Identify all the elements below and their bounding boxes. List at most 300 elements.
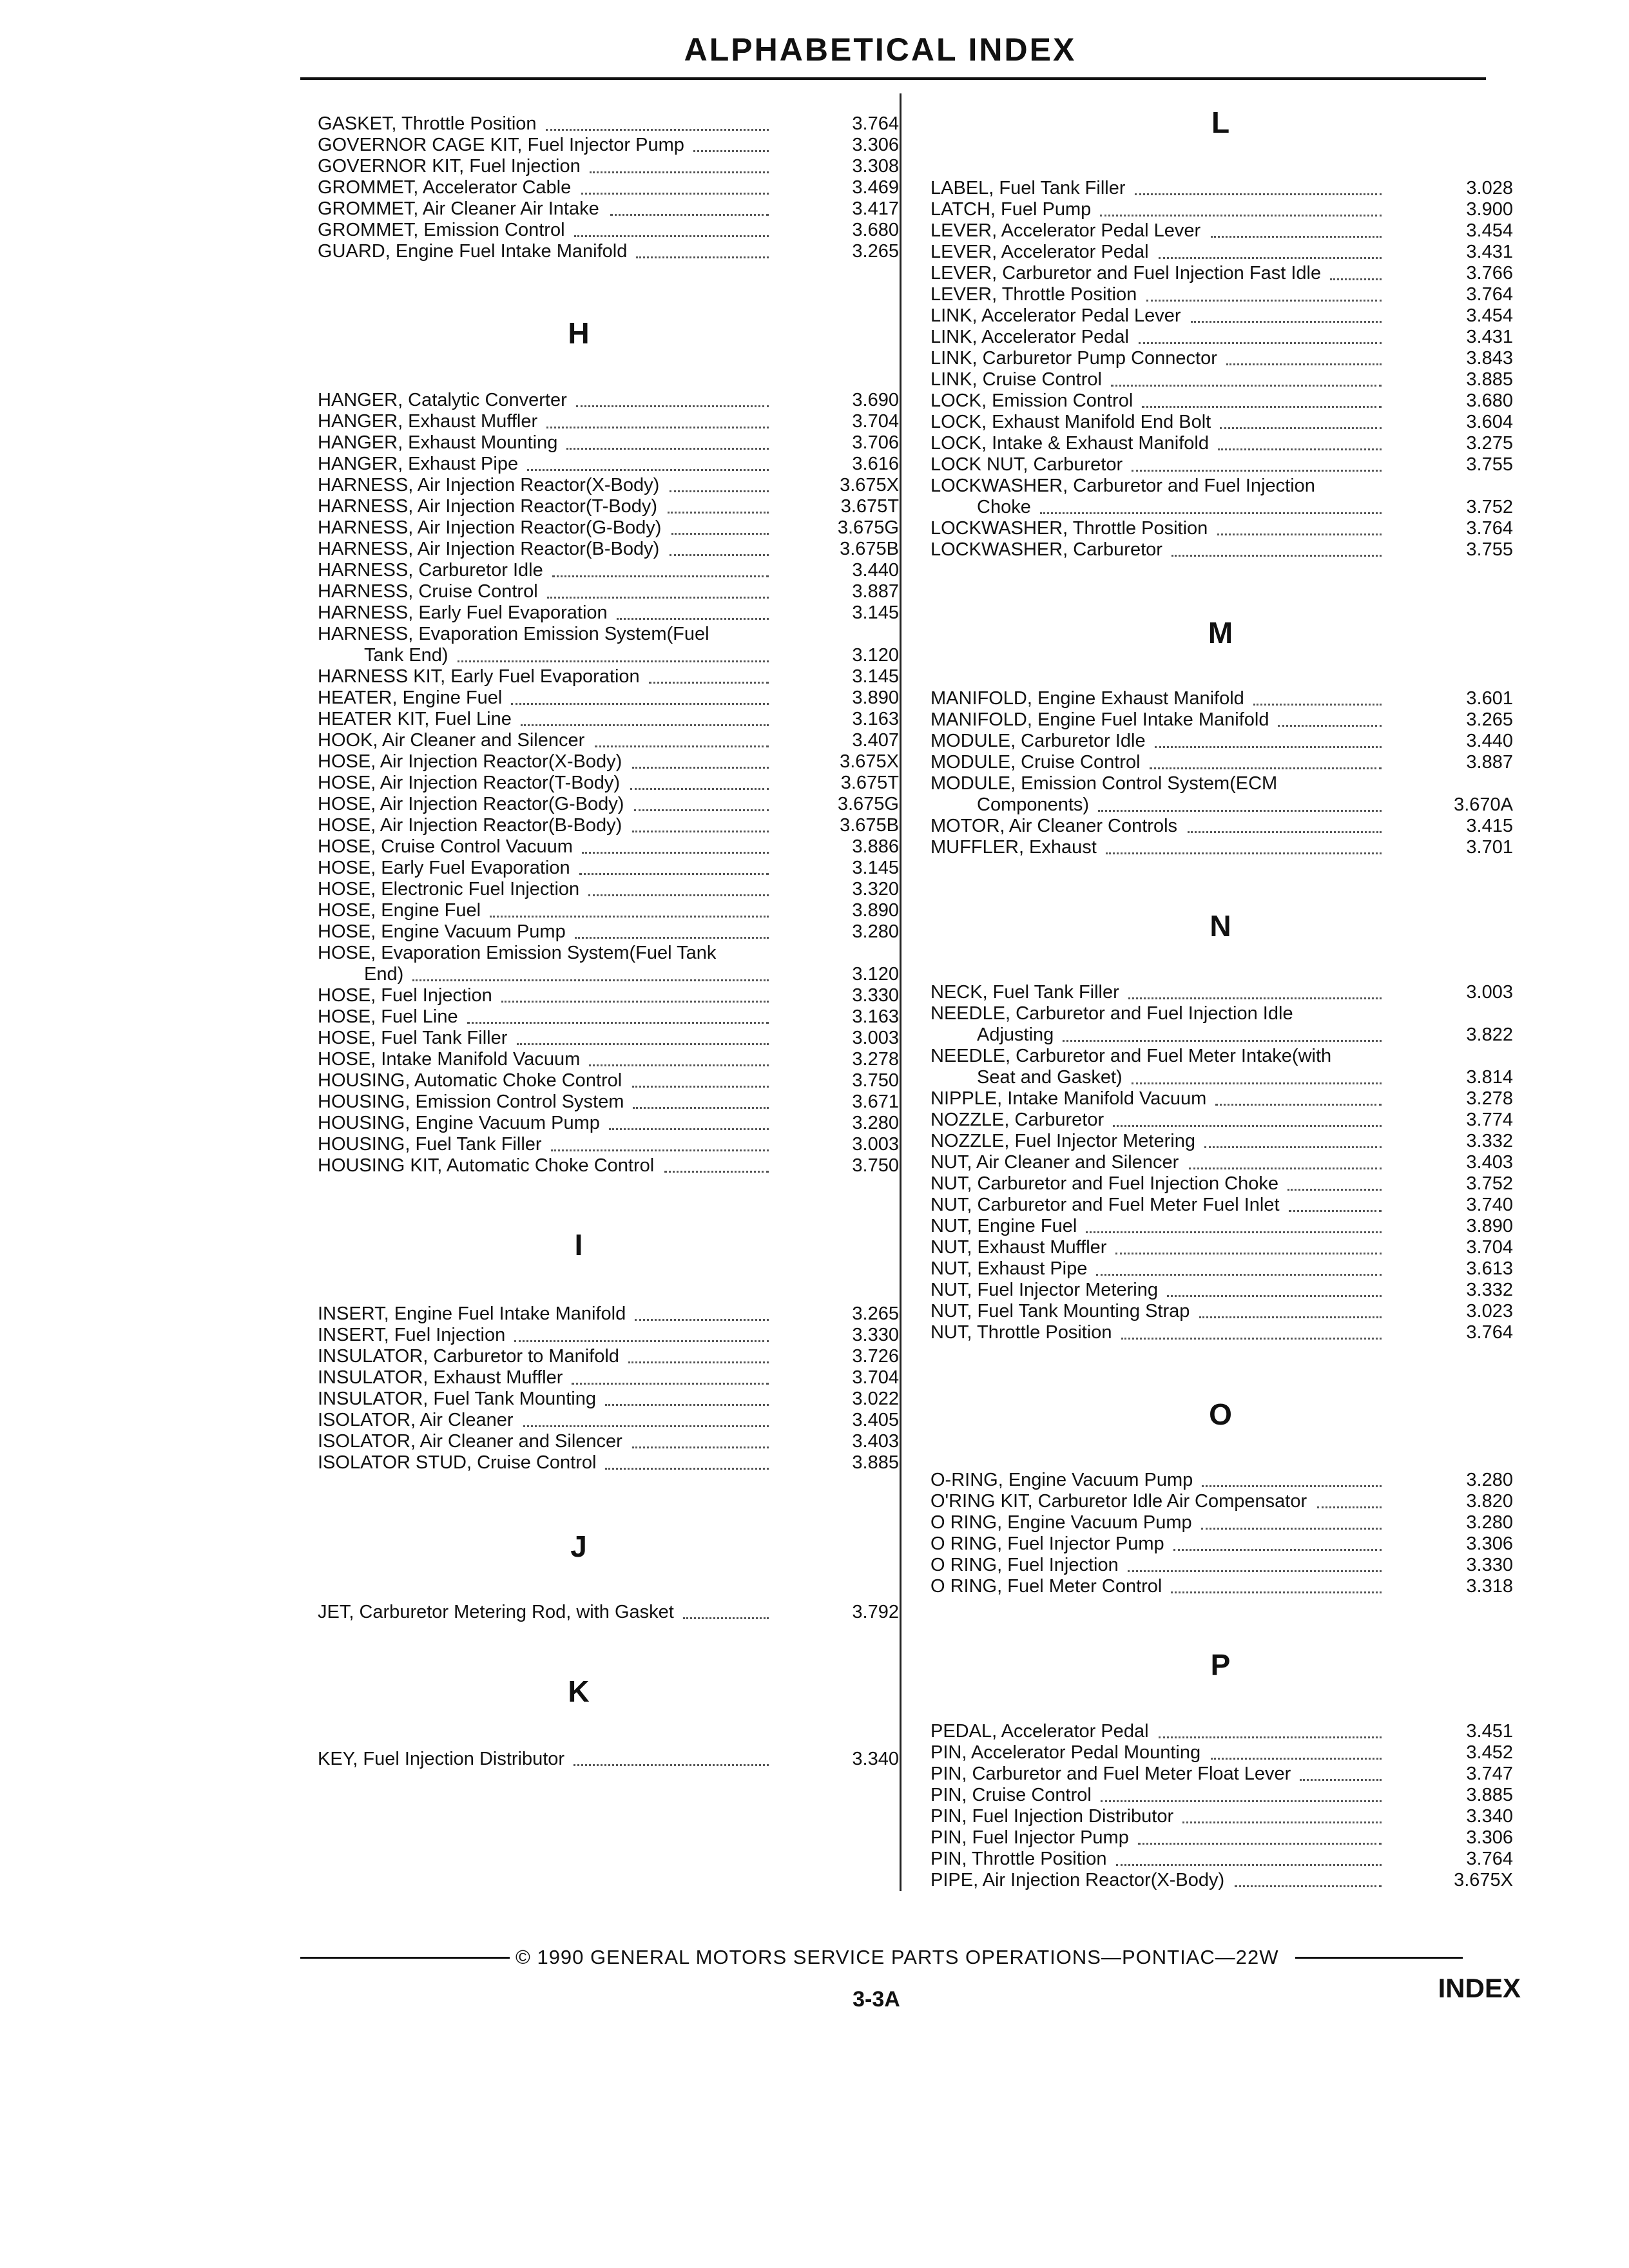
entry-name: LOCK, Exhaust Manifold End Bolt bbox=[930, 412, 1211, 432]
index-entry bbox=[930, 1533, 1513, 1555]
entry-name: LEVER, Carburetor and Fuel Injection Fast Idle bbox=[930, 263, 1322, 284]
index-entry bbox=[930, 454, 1513, 476]
entry-name: LOCK, Intake & Exhaust Manifold bbox=[930, 433, 1209, 454]
dot-leader bbox=[1132, 467, 1382, 472]
entry-name: HOSE, Early Fuel Evaporation bbox=[318, 858, 570, 878]
dot-leader bbox=[632, 764, 769, 769]
entry-page-ref: 3.747 bbox=[1466, 1763, 1513, 1784]
index-entry bbox=[318, 220, 898, 241]
entry-page-ref: 3.330 bbox=[852, 1325, 899, 1345]
index-entry bbox=[930, 1806, 1513, 1827]
dot-leader bbox=[514, 1338, 769, 1342]
dot-leader bbox=[467, 1019, 769, 1024]
entry-name: LABEL, Fuel Tank Filler bbox=[930, 178, 1126, 198]
entry-page-ref: 3.764 bbox=[1466, 518, 1513, 539]
entry-page-ref: 3.120 bbox=[852, 964, 899, 985]
entry-page-ref: 3.278 bbox=[852, 1049, 899, 1070]
index-entry bbox=[930, 1216, 1513, 1237]
dot-leader bbox=[632, 1083, 769, 1088]
entry-name: HARNESS, Carburetor Idle bbox=[318, 560, 543, 581]
index-entry bbox=[930, 199, 1513, 220]
footer-copyright: © 1990 GENERAL MOTORS SERVICE PARTS OPERATIONS—PONTIAC—22W bbox=[516, 1946, 1279, 1968]
entry-page-ref: 3.306 bbox=[1466, 1827, 1513, 1848]
index-entry-list bbox=[318, 1602, 898, 1623]
entry-name: NUT, Engine Fuel bbox=[930, 1216, 1077, 1236]
index-entry bbox=[318, 879, 898, 900]
entry-page-ref: 3.452 bbox=[1466, 1742, 1513, 1763]
dot-leader bbox=[1159, 255, 1382, 259]
entry-page-ref: 3.023 bbox=[1466, 1301, 1513, 1321]
entry-page-ref: 3.340 bbox=[852, 1749, 899, 1769]
entry-name: HOUSING, Fuel Tank Filler bbox=[318, 1134, 542, 1155]
dot-leader bbox=[412, 977, 769, 981]
dot-leader bbox=[576, 403, 769, 407]
entry-name: HOSE, Intake Manifold Vacuum bbox=[318, 1049, 581, 1070]
dot-leader bbox=[1171, 552, 1382, 557]
index-entry bbox=[930, 1173, 1513, 1195]
index-entry bbox=[318, 687, 898, 709]
entry-name: HARNESS, Air Injection Reactor(T-Body) bbox=[318, 496, 658, 517]
dot-leader bbox=[574, 233, 769, 237]
index-entry bbox=[318, 1749, 898, 1770]
dot-leader bbox=[1199, 1314, 1382, 1318]
index-entry bbox=[930, 1849, 1513, 1870]
dot-leader bbox=[1217, 531, 1382, 535]
dot-leader bbox=[1317, 1504, 1382, 1508]
index-entry bbox=[318, 1049, 898, 1070]
entry-page-ref: 3.403 bbox=[852, 1431, 899, 1452]
entry-name: MODULE, Emission Control System(ECM bbox=[930, 773, 1278, 794]
entry-name: ISOLATOR, Air Cleaner bbox=[318, 1410, 514, 1430]
entry-name: HARNESS, Air Injection Reactor(X-Body) bbox=[318, 475, 660, 495]
dot-leader bbox=[1139, 340, 1382, 344]
index-entry bbox=[930, 982, 1513, 1003]
dot-leader bbox=[1113, 1122, 1382, 1127]
entry-page-ref: 3.680 bbox=[1466, 390, 1513, 411]
entry-page-ref: 3.671 bbox=[852, 1091, 899, 1112]
entry-name: HANGER, Catalytic Converter bbox=[318, 390, 567, 410]
entry-name: HOSE, Fuel Line bbox=[318, 1006, 458, 1027]
index-entry bbox=[930, 1742, 1513, 1763]
entry-name: PIN, Fuel Injector Pump bbox=[930, 1827, 1129, 1848]
entry-page-ref: 3.755 bbox=[1466, 454, 1513, 475]
entry-page-ref: 3.306 bbox=[1466, 1533, 1513, 1554]
entry-name-continued: Tank End) bbox=[364, 645, 448, 666]
dot-leader bbox=[670, 552, 769, 556]
dot-leader bbox=[1159, 1734, 1382, 1738]
index-entry bbox=[318, 1070, 898, 1091]
entry-page-ref: 3.320 bbox=[852, 879, 899, 899]
entry-name: MANIFOLD, Engine Exhaust Manifold bbox=[930, 688, 1244, 709]
entry-name: HEATER, Engine Fuel bbox=[318, 687, 503, 708]
entry-page-ref: 3.764 bbox=[1466, 1322, 1513, 1343]
dot-leader bbox=[589, 1062, 769, 1066]
entry-name: PIN, Throttle Position bbox=[930, 1849, 1107, 1869]
index-entry bbox=[930, 518, 1513, 539]
entry-name: HEATER KIT, Fuel Line bbox=[318, 709, 512, 729]
entry-page-ref: 3.890 bbox=[852, 687, 899, 708]
entry-name: O-RING, Engine Vacuum Pump bbox=[930, 1470, 1193, 1490]
dot-leader bbox=[517, 1041, 769, 1045]
index-entry bbox=[318, 1155, 898, 1177]
dot-leader bbox=[632, 1444, 769, 1448]
dot-leader bbox=[1096, 1271, 1382, 1276]
entry-page-ref: 3.280 bbox=[1466, 1470, 1513, 1490]
entry-name: O RING, Fuel Injection bbox=[930, 1555, 1119, 1575]
entry-page-ref: 3.280 bbox=[1466, 1512, 1513, 1533]
index-entry bbox=[930, 369, 1513, 390]
dot-leader bbox=[572, 1380, 769, 1385]
entry-name: O RING, Engine Vacuum Pump bbox=[930, 1512, 1192, 1533]
index-entry bbox=[318, 177, 898, 198]
entry-name: NUT, Air Cleaner and Silencer bbox=[930, 1152, 1179, 1173]
entry-page-ref: 3.766 bbox=[1466, 263, 1513, 284]
index-entry bbox=[930, 816, 1513, 837]
dot-leader bbox=[579, 870, 769, 875]
dot-leader bbox=[1106, 850, 1382, 854]
index-entry-list bbox=[318, 1749, 898, 1770]
dot-leader bbox=[1132, 1080, 1382, 1084]
entry-name: HOSE, Cruise Control Vacuum bbox=[318, 836, 573, 857]
entry-name: LINK, Accelerator Pedal Lever bbox=[930, 305, 1181, 326]
entry-name: NUT, Throttle Position bbox=[930, 1322, 1112, 1343]
entry-name: HOUSING, Emission Control System bbox=[318, 1091, 624, 1112]
entry-page-ref: 3.704 bbox=[852, 411, 899, 432]
entry-name: HOSE, Engine Fuel bbox=[318, 900, 481, 921]
dot-leader bbox=[595, 743, 769, 747]
section-letter: M bbox=[1208, 616, 1233, 649]
index-entry bbox=[930, 1237, 1513, 1258]
section-letter: P bbox=[1210, 1648, 1231, 1682]
dot-leader bbox=[490, 913, 769, 918]
entry-name: INSULATOR, Fuel Tank Mounting bbox=[318, 1389, 596, 1409]
section-letter: J bbox=[570, 1530, 587, 1563]
dot-leader bbox=[634, 807, 769, 811]
index-entry bbox=[318, 1006, 898, 1028]
index-entry bbox=[930, 837, 1513, 858]
entry-name: PEDAL, Accelerator Pedal bbox=[930, 1721, 1149, 1742]
index-entry bbox=[318, 943, 898, 985]
section-letter: K bbox=[568, 1675, 590, 1708]
dot-leader bbox=[1135, 191, 1382, 195]
index-entry bbox=[318, 1303, 898, 1325]
dot-leader bbox=[1115, 1250, 1382, 1254]
dot-leader bbox=[1188, 829, 1382, 833]
entry-name-continued: Seat and Gasket) bbox=[977, 1067, 1123, 1088]
entry-name: O RING, Fuel Injector Pump bbox=[930, 1533, 1164, 1554]
index-entry-list bbox=[318, 1303, 898, 1474]
index-entry bbox=[318, 1452, 898, 1474]
entry-name: JET, Carburetor Metering Rod, with Gasket bbox=[318, 1602, 674, 1622]
index-entry bbox=[318, 1091, 898, 1113]
dot-leader bbox=[1289, 1207, 1382, 1212]
entry-name: HOSE, Evaporation Emission System(Fuel Tank bbox=[318, 943, 717, 963]
entry-name: MUFFLER, Exhaust bbox=[930, 837, 1097, 858]
dot-leader bbox=[1202, 1483, 1382, 1487]
entry-name: LINK, Accelerator Pedal bbox=[930, 327, 1129, 347]
footer-rule-left bbox=[300, 1957, 510, 1959]
entry-name: PIN, Fuel Injection Distributor bbox=[930, 1806, 1174, 1827]
entry-page-ref: 3.814 bbox=[1466, 1067, 1513, 1088]
footer-rule-right bbox=[1295, 1957, 1463, 1959]
dot-leader bbox=[1150, 765, 1382, 769]
entry-page-ref: 3.675G bbox=[837, 794, 899, 814]
entry-page-ref: 3.003 bbox=[1466, 982, 1513, 1003]
index-entry bbox=[318, 496, 898, 517]
entry-page-ref: 3.265 bbox=[852, 1303, 899, 1324]
index-entry bbox=[318, 1113, 898, 1134]
index-entry bbox=[318, 985, 898, 1006]
section-letter: H bbox=[568, 316, 590, 350]
index-entry bbox=[318, 794, 898, 815]
entry-name: O'RING KIT, Carburetor Idle Air Compensator bbox=[930, 1491, 1307, 1512]
entry-page-ref: 3.675T bbox=[840, 496, 899, 517]
entry-page-ref: 3.332 bbox=[1466, 1131, 1513, 1151]
dot-leader bbox=[552, 573, 769, 577]
entry-page-ref: 3.616 bbox=[852, 454, 899, 474]
entry-page-ref: 3.750 bbox=[852, 1155, 899, 1176]
entry-name: LOCK NUT, Carburetor bbox=[930, 454, 1123, 475]
dot-leader bbox=[1218, 446, 1382, 450]
index-entry bbox=[318, 1367, 898, 1389]
entry-name: ISOLATOR STUD, Cruise Control bbox=[318, 1452, 597, 1473]
entry-name: NEEDLE, Carburetor and Fuel Injection Idle bbox=[930, 1003, 1293, 1024]
entry-page-ref: 3.680 bbox=[852, 220, 899, 240]
dot-leader bbox=[1040, 510, 1382, 514]
index-entry bbox=[930, 731, 1513, 752]
index-entry bbox=[930, 1785, 1513, 1806]
entry-page-ref: 3.330 bbox=[852, 985, 899, 1006]
index-entry-list bbox=[318, 390, 898, 1177]
entry-name: NECK, Fuel Tank Filler bbox=[930, 982, 1119, 1003]
dot-leader bbox=[511, 700, 769, 705]
entry-name: GROMMET, Air Cleaner Air Intake bbox=[318, 198, 599, 219]
entry-name: LOCKWASHER, Carburetor and Fuel Injection bbox=[930, 476, 1315, 496]
entry-page-ref: 3.675X bbox=[840, 475, 899, 495]
index-entry bbox=[930, 178, 1513, 199]
index-entry bbox=[318, 815, 898, 836]
dot-leader bbox=[635, 1316, 769, 1321]
entry-name: HARNESS, Air Injection Reactor(B-Body) bbox=[318, 539, 660, 559]
dot-leader bbox=[1128, 995, 1382, 999]
index-entry bbox=[318, 921, 898, 943]
dot-leader bbox=[1211, 233, 1382, 238]
dot-leader bbox=[610, 211, 769, 216]
index-entry bbox=[930, 1046, 1513, 1088]
dot-leader bbox=[1278, 722, 1382, 727]
entry-name: GROMMET, Emission Control bbox=[318, 220, 565, 240]
index-entry bbox=[318, 666, 898, 687]
entry-name: GOVERNOR KIT, Fuel Injection bbox=[318, 156, 581, 177]
dot-leader bbox=[1201, 1525, 1382, 1530]
entry-page-ref: 3.145 bbox=[852, 666, 899, 687]
entry-name: HOSE, Air Injection Reactor(T-Body) bbox=[318, 773, 620, 793]
index-entry bbox=[318, 858, 898, 879]
index-entry bbox=[930, 390, 1513, 412]
index-entry bbox=[930, 1301, 1513, 1322]
dot-leader bbox=[1128, 1568, 1382, 1572]
entry-page-ref: 3.706 bbox=[852, 432, 899, 453]
dot-leader bbox=[1111, 382, 1382, 387]
entry-name-continued: Choke bbox=[977, 497, 1031, 517]
index-entry bbox=[318, 1410, 898, 1431]
index-entry bbox=[318, 539, 898, 560]
index-entry bbox=[318, 602, 898, 624]
entry-name: INSULATOR, Exhaust Muffler bbox=[318, 1367, 563, 1388]
dot-leader bbox=[546, 126, 769, 131]
index-entry bbox=[318, 390, 898, 411]
dot-leader bbox=[1101, 1798, 1382, 1802]
entry-page-ref: 3.601 bbox=[1466, 688, 1513, 709]
dot-leader bbox=[664, 1168, 769, 1173]
page-title: ALPHABETICAL INDEX bbox=[684, 32, 1077, 68]
dot-leader bbox=[1167, 1293, 1382, 1297]
entry-name: HOSE, Fuel Tank Filler bbox=[318, 1028, 508, 1048]
entry-page-ref: 3.886 bbox=[852, 836, 899, 857]
dot-leader bbox=[1226, 361, 1382, 365]
entry-page-ref: 3.701 bbox=[1466, 837, 1513, 858]
dot-leader bbox=[1146, 297, 1382, 302]
index-entry bbox=[318, 454, 898, 475]
dot-leader bbox=[1220, 425, 1382, 429]
entry-page-ref: 3.890 bbox=[852, 900, 899, 921]
index-entry bbox=[930, 773, 1513, 816]
entry-page-ref: 3.431 bbox=[1466, 242, 1513, 262]
index-entry-list bbox=[930, 982, 1513, 1343]
entry-page-ref: 3.120 bbox=[852, 645, 899, 666]
entry-page-ref: 3.440 bbox=[1466, 731, 1513, 751]
entry-name: GOVERNOR CAGE KIT, Fuel Injector Pump bbox=[318, 135, 684, 155]
entry-page-ref: 3.740 bbox=[1466, 1195, 1513, 1215]
entry-page-ref: 3.431 bbox=[1466, 327, 1513, 347]
index-entry bbox=[930, 1870, 1513, 1891]
index-entry bbox=[318, 751, 898, 773]
index-entry bbox=[930, 1195, 1513, 1216]
index-entry bbox=[318, 241, 898, 262]
entry-name-continued: Components) bbox=[977, 794, 1090, 815]
entry-name: KEY, Fuel Injection Distributor bbox=[318, 1749, 565, 1769]
dot-leader bbox=[671, 530, 769, 535]
entry-page-ref: 3.885 bbox=[852, 1452, 899, 1473]
entry-page-ref: 3.750 bbox=[852, 1070, 899, 1091]
entry-page-ref: 3.403 bbox=[1466, 1152, 1513, 1173]
dot-leader bbox=[1215, 1101, 1382, 1106]
dot-leader bbox=[1100, 212, 1382, 216]
section-label: INDEX bbox=[1438, 1973, 1521, 2003]
entry-page-ref: 3.440 bbox=[852, 560, 899, 581]
dot-leader bbox=[527, 466, 769, 471]
index-entry bbox=[930, 752, 1513, 773]
entry-name: GUARD, Engine Fuel Intake Manifold bbox=[318, 241, 628, 262]
entry-name: HARNESS, Air Injection Reactor(G-Body) bbox=[318, 517, 662, 538]
entry-name: PIPE, Air Injection Reactor(X-Body) bbox=[930, 1870, 1225, 1890]
index-entry bbox=[318, 709, 898, 730]
entry-page-ref: 3.820 bbox=[1466, 1491, 1513, 1512]
entry-page-ref: 3.415 bbox=[1466, 816, 1513, 836]
dot-leader bbox=[1086, 1229, 1382, 1233]
index-entry bbox=[318, 1602, 898, 1623]
entry-page-ref: 3.145 bbox=[852, 602, 899, 623]
entry-name: INSERT, Fuel Injection bbox=[318, 1325, 506, 1345]
entry-page-ref: 3.278 bbox=[1466, 1088, 1513, 1109]
index-entry bbox=[318, 1346, 898, 1367]
entry-name: ISOLATOR, Air Cleaner and Silencer bbox=[318, 1431, 622, 1452]
index-entry bbox=[930, 1258, 1513, 1280]
dot-leader bbox=[590, 169, 769, 173]
entry-name: MOTOR, Air Cleaner Controls bbox=[930, 816, 1178, 836]
entry-name: NEEDLE, Carburetor and Fuel Meter Intake(with bbox=[930, 1046, 1332, 1066]
entry-name: GASKET, Throttle Position bbox=[318, 113, 537, 134]
index-entry bbox=[930, 220, 1513, 242]
entry-name: NIPPLE, Intake Manifold Vacuum bbox=[930, 1088, 1207, 1109]
entry-name: HARNESS, Cruise Control bbox=[318, 581, 538, 602]
entry-name: NUT, Exhaust Muffler bbox=[930, 1237, 1107, 1258]
entry-page-ref: 3.704 bbox=[852, 1367, 899, 1388]
dot-leader bbox=[1121, 1335, 1382, 1340]
entry-name-continued: Adjusting bbox=[977, 1024, 1054, 1045]
entry-page-ref: 3.451 bbox=[1466, 1721, 1513, 1742]
index-entry bbox=[930, 1721, 1513, 1742]
entry-page-ref: 3.265 bbox=[852, 241, 899, 262]
dot-leader bbox=[668, 509, 769, 514]
dot-leader bbox=[1191, 318, 1382, 323]
dot-leader bbox=[649, 679, 769, 684]
index-entry-list bbox=[930, 1721, 1513, 1891]
index-entry bbox=[318, 475, 898, 496]
dot-leader bbox=[1173, 1546, 1382, 1551]
index-entry bbox=[318, 624, 898, 666]
dot-leader bbox=[582, 849, 769, 854]
entry-page-ref: 3.275 bbox=[1466, 433, 1513, 454]
index-entry bbox=[930, 476, 1513, 518]
entry-name: MANIFOLD, Engine Fuel Intake Manifold bbox=[930, 709, 1269, 730]
dot-leader bbox=[693, 148, 769, 152]
entry-name: LOCK, Emission Control bbox=[930, 390, 1133, 411]
index-entry bbox=[318, 517, 898, 539]
dot-leader bbox=[1253, 701, 1382, 706]
entry-name: HOSE, Air Injection Reactor(B-Body) bbox=[318, 815, 622, 836]
entry-name: PIN, Accelerator Pedal Mounting bbox=[930, 1742, 1201, 1763]
entry-name: HOSE, Engine Vacuum Pump bbox=[318, 921, 566, 942]
index-entry bbox=[930, 412, 1513, 433]
dot-leader bbox=[1098, 807, 1382, 812]
index-entry bbox=[930, 1491, 1513, 1512]
dot-leader bbox=[1204, 1144, 1382, 1148]
entry-page-ref: 3.306 bbox=[852, 135, 899, 155]
index-entry bbox=[318, 836, 898, 858]
entry-page-ref: 3.774 bbox=[1466, 1110, 1513, 1130]
entry-page-ref: 3.670A bbox=[1454, 794, 1513, 815]
entry-page-ref: 3.887 bbox=[852, 581, 899, 602]
section-letter: I bbox=[574, 1228, 583, 1262]
index-entry bbox=[930, 305, 1513, 327]
entry-name: NUT, Carburetor and Fuel Injection Choke bbox=[930, 1173, 1278, 1194]
entry-name: HOSE, Air Injection Reactor(G-Body) bbox=[318, 794, 624, 814]
dot-leader bbox=[501, 998, 769, 1003]
index-entry-list bbox=[930, 688, 1513, 858]
section-letter: L bbox=[1211, 106, 1230, 139]
entry-name: HOSE, Air Injection Reactor(X-Body) bbox=[318, 751, 622, 772]
entry-page-ref: 3.280 bbox=[852, 921, 899, 942]
entry-page-ref: 3.417 bbox=[852, 198, 899, 219]
dot-leader bbox=[683, 1615, 769, 1619]
dot-leader bbox=[521, 722, 769, 726]
dot-leader bbox=[458, 658, 769, 662]
entry-page-ref: 3.332 bbox=[1466, 1280, 1513, 1300]
index-entry bbox=[930, 1280, 1513, 1301]
index-entry bbox=[930, 1763, 1513, 1785]
index-entry bbox=[930, 242, 1513, 263]
